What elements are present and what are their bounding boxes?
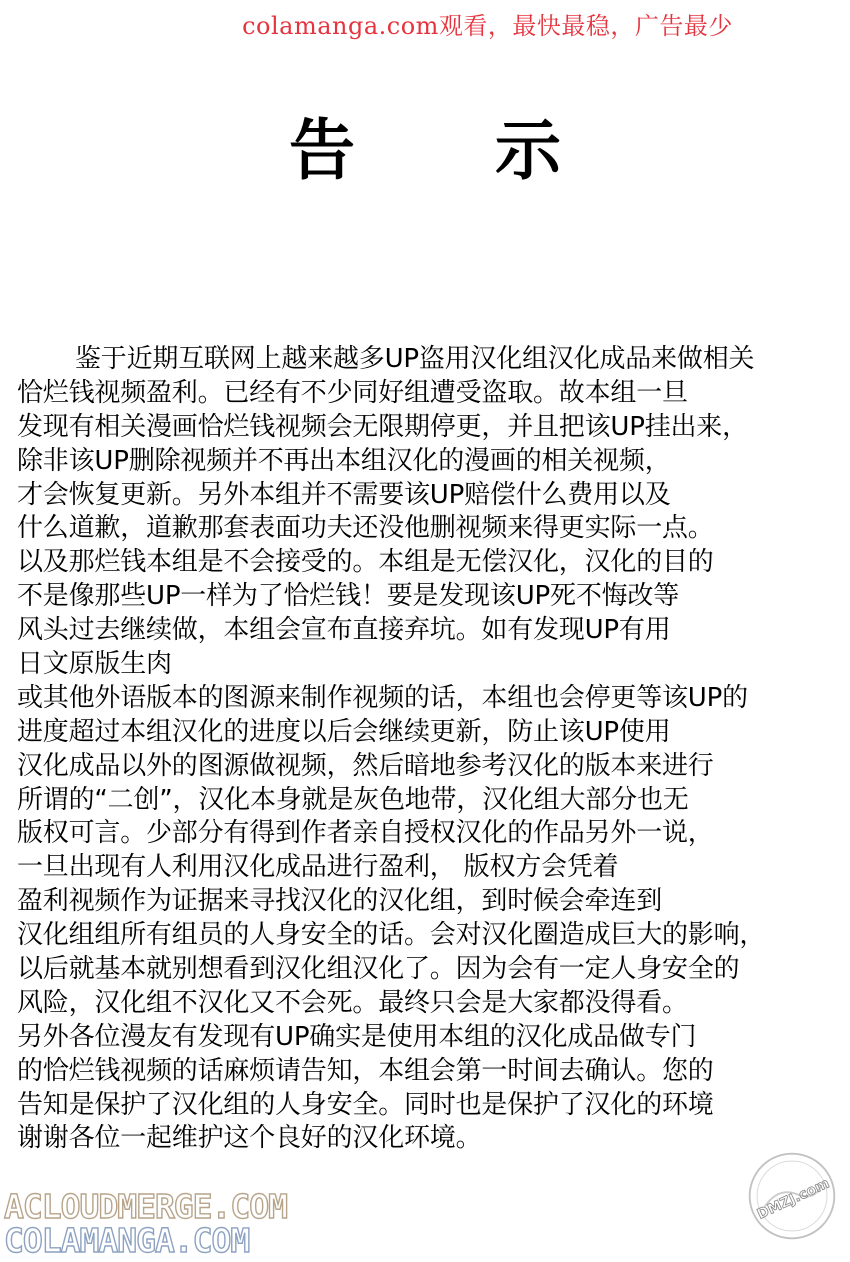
- notice-line: 恰烂钱视频盈利。已经有不少同好组遭受盗取。故本组一旦: [17, 377, 688, 408]
- watermark-group: [4, 1187, 288, 1260]
- notice-line: 什么道歉，道歉那套表面功夫还没他删视频来得更实际一点。: [17, 513, 714, 544]
- notice-line: 汉化组组所有组员的人身安全的话。会对汉化圈造成巨大的影响，: [17, 920, 766, 951]
- notice-line: 另外各位漫友有发现有UP确实是使用本组的汉化成品做专门: [17, 1021, 697, 1052]
- page-title: 告示: [289, 112, 701, 189]
- notice-line: 风险，汉化组不汉化又不会死。最终只会是大家都没得看。: [17, 987, 688, 1018]
- notice-line: 汉化成品以外的图源做视频，然后暗地参考汉化的版本来进行: [17, 750, 714, 781]
- notice-line: 所谓的“二创”，汉化本身就是灰色地带，汉化组大部分也无: [17, 784, 689, 815]
- notice-body: [17, 343, 847, 1156]
- watermark-acloudmerge: ACLOUDMERGE.COM: [4, 1187, 288, 1226]
- notice-line: 发现有相关漫画恰烂钱视频会无限期停更，并且把该UP挂出来，: [17, 411, 748, 442]
- notice-line: 除非该UP删除视频并不再出本组汉化的漫画的相关视频，: [17, 445, 671, 476]
- notice-line: 以及那烂钱本组是不会接受的。本组是无偿汉化，汉化的目的: [17, 547, 714, 578]
- notice-line: 不是像那些UP一样为了恰烂钱！要是发现该UP死不悔改等: [17, 581, 680, 612]
- notice-line: 一旦出现有人利用汉化成品进行盈利， 版权方会凭着: [17, 852, 619, 883]
- notice-line: 鉴于近期互联网上越来越多UP盗用汉化组汉化成品来做相关: [75, 344, 755, 374]
- watermark-colamanga: COLAMANGA.COM: [4, 1221, 250, 1260]
- site-banner: colamanga.com观看，最快最稳，广告最少: [242, 12, 733, 40]
- notice-line: 进度超过本组汉化的进度以后会继续更新，防止该UP使用: [17, 716, 671, 747]
- notice-line: 盈利视频作为证据来寻找汉化的汉化组，到时候会牵连到: [17, 886, 663, 917]
- notice-line: 或其他外语版本的图源来制作视频的话，本组也会停更等该UP的: [17, 682, 748, 713]
- notice-line: 才会恢复更新。另外本组并不需要该UP赔偿什么费用以及: [17, 479, 671, 510]
- notice-line: 以后就基本就别想看到汉化组汉化了。因为会有一定人身安全的: [17, 954, 740, 985]
- notice-line: 告知是保护了汉化组的人身安全。同时也是保护了汉化的环境: [17, 1089, 714, 1120]
- notice-line: 版权可言。少部分有得到作者亲自授权汉化的作品另外一说，: [17, 818, 714, 849]
- dmzj-logo-icon: [746, 1150, 838, 1242]
- logo-text: DMZJ.com: [754, 1175, 832, 1223]
- notice-line: 的恰烂钱视频的话麻烦请告知，本组会第一时间去确认。您的: [17, 1055, 714, 1086]
- notice-line: 风头过去继续做，本组会宣布直接弃坑。如有发现UP有用: [17, 615, 671, 646]
- notice-line: 谢谢各位一起维护这个良好的汉化环境。: [17, 1123, 482, 1154]
- notice-line: 日文原版生肉: [17, 649, 172, 680]
